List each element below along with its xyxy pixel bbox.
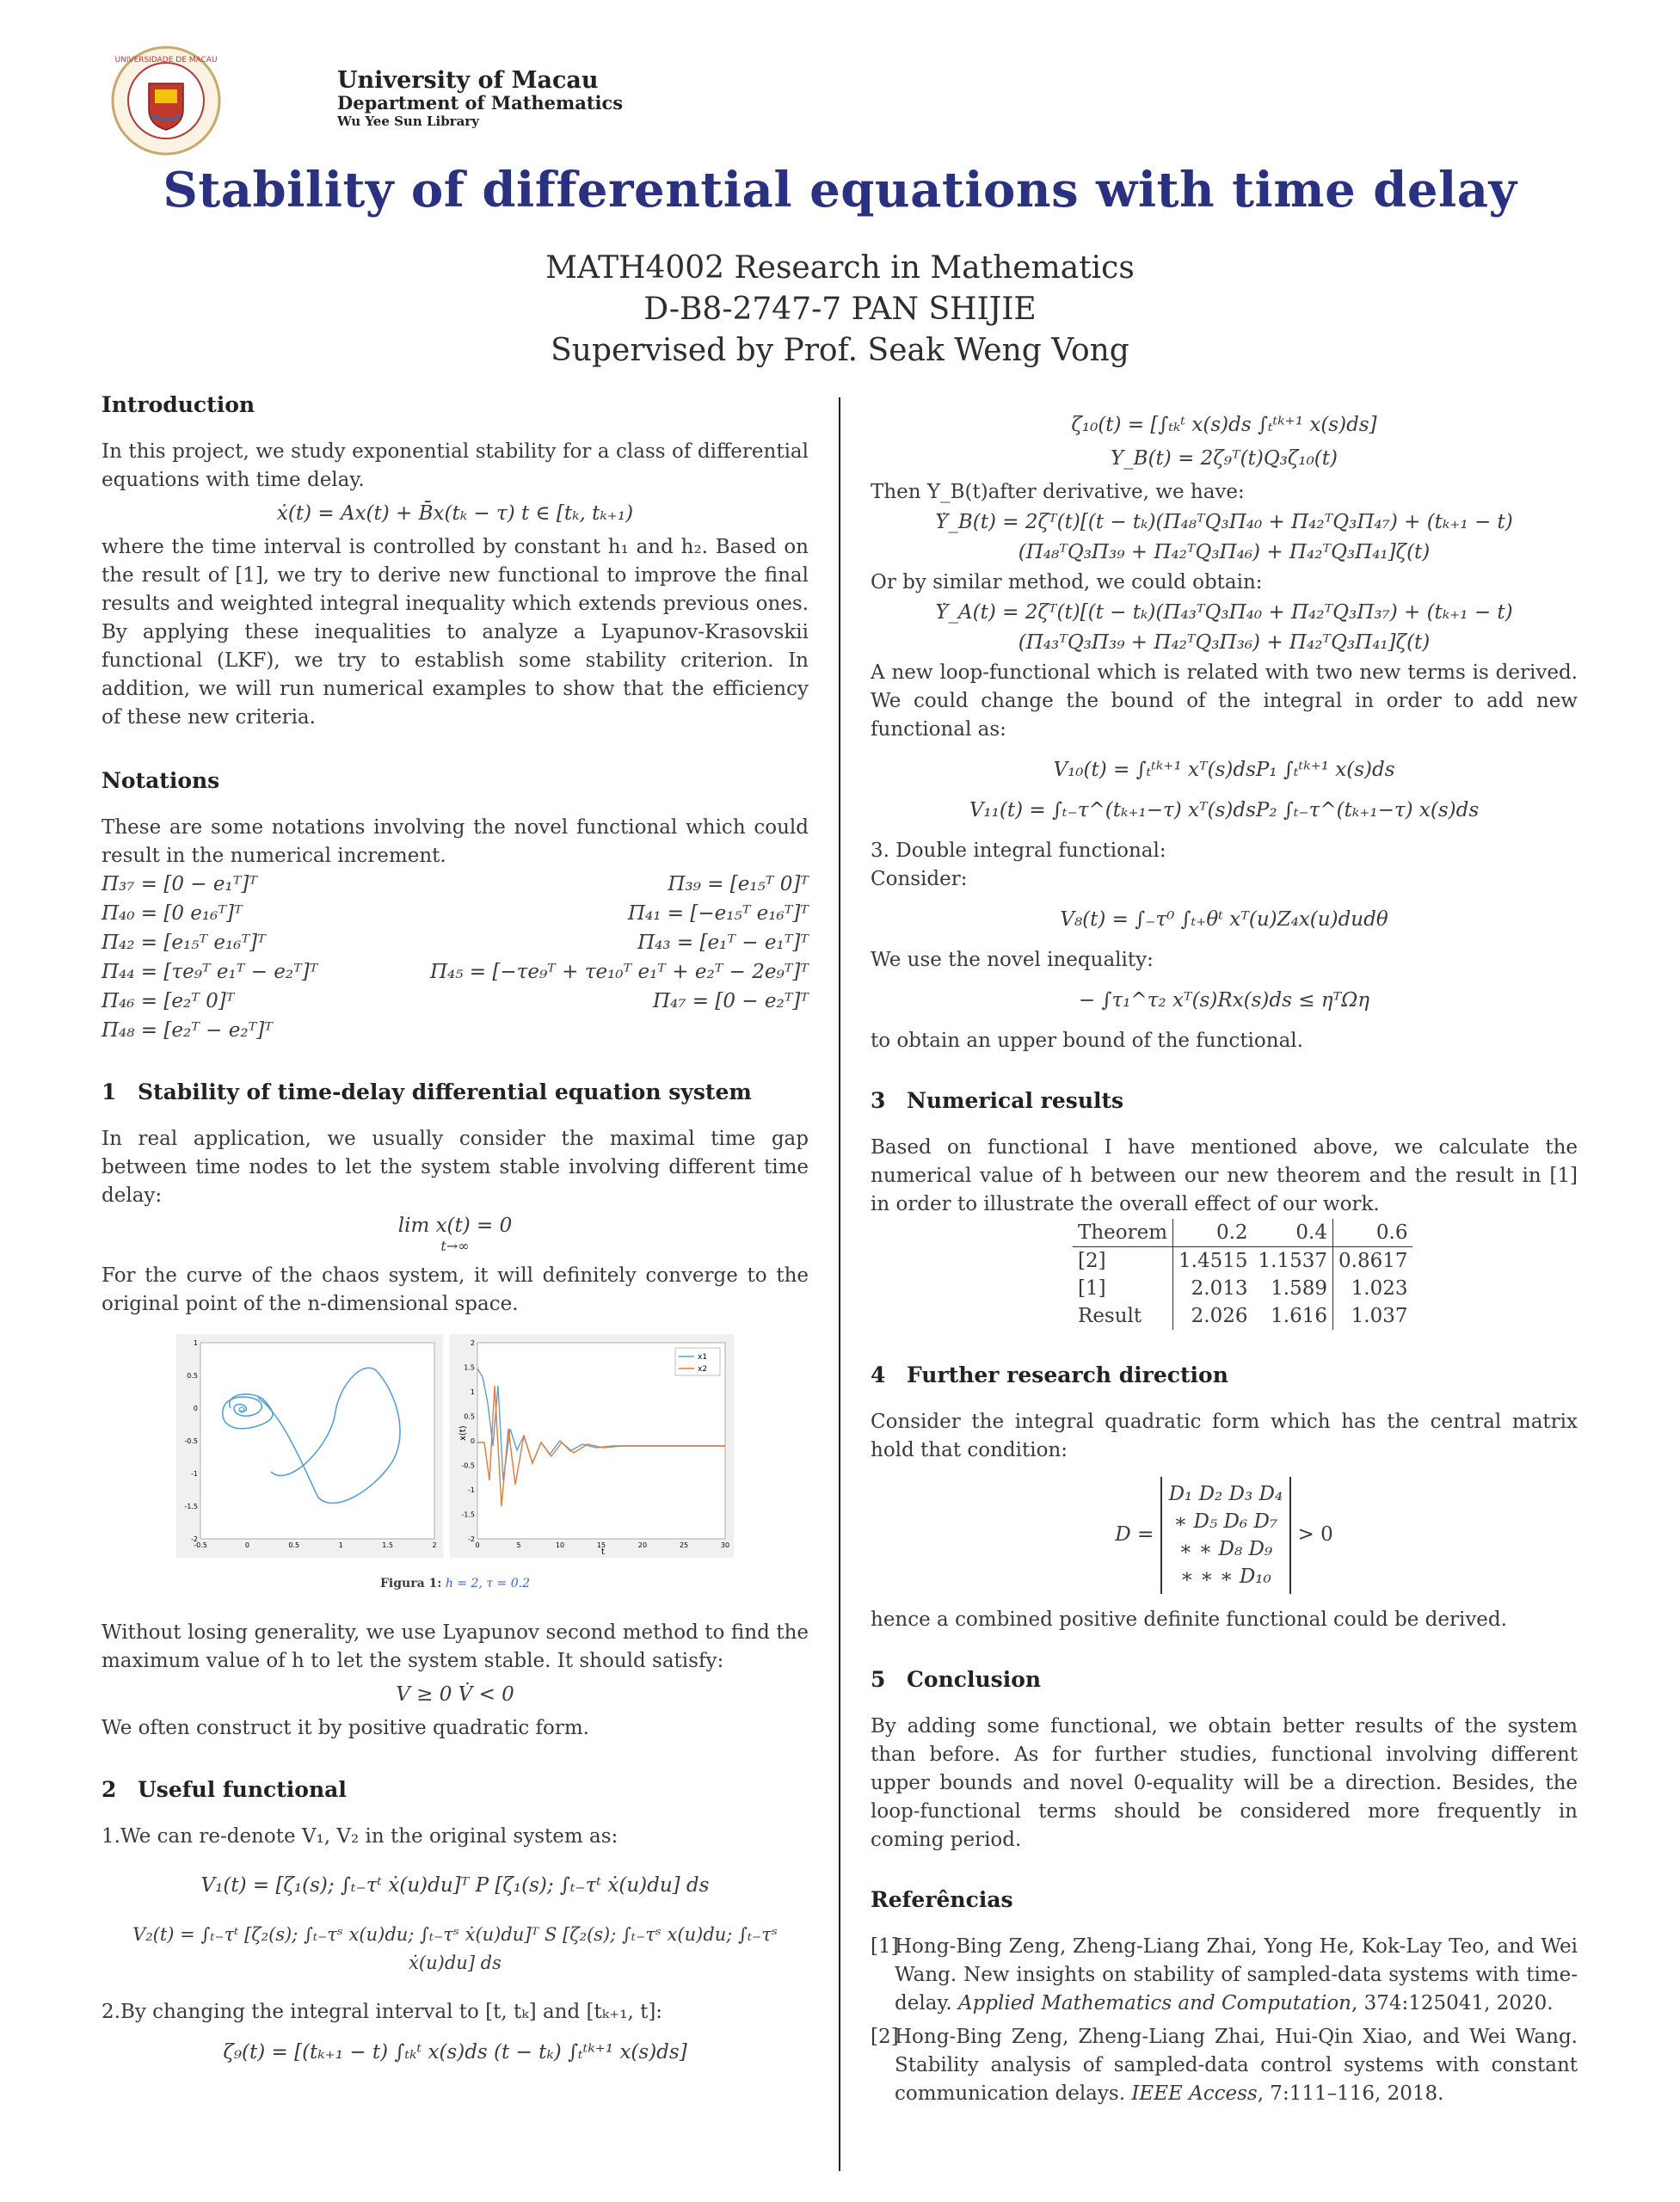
legend — [675, 1348, 720, 1375]
references-heading: Referências — [871, 1887, 1013, 1912]
ts-y-tick-label: 1 — [470, 1388, 475, 1396]
reference-tail: , 7:111–116, 2018. — [1257, 2082, 1444, 2105]
section-1-paragraph-2: For the curve of the chaos system, it will definitely converge to the original point of the n-dimensional space. — [102, 1264, 809, 1315]
reference-authors: Hong-Bing Zeng, Zheng-Liang Zhai, Hui-Qin Xiao, and Wei Wang. Stability analysis of sampled-data control systems with constant communication delays. — [895, 2026, 1578, 2105]
phase-x-tick-label: 1.5 — [382, 1541, 393, 1549]
table-cell: 1.4515 — [1178, 1250, 1248, 1272]
consider-text: Consider: — [871, 868, 968, 890]
ts-x-tick-label: 0 — [475, 1541, 480, 1549]
notation-pi46: Π₄₆ = [e₂ᵀ 0]ᵀ — [102, 990, 235, 1012]
table-cell: Result — [1073, 1302, 1173, 1330]
phase-plot — [176, 1334, 443, 1558]
university-seal-logo — [110, 45, 222, 157]
section-1-paragraph-1: In real application, we usually consider the maximal time gap between time nodes to let the system stable involving different time delay: — [102, 1128, 809, 1207]
limit-equation-subscript: t→∞ — [440, 1238, 470, 1254]
upsilon-a-dot-line-2: (Π₄₃ᵀQ₃Π₃₉ + Π₄₂ᵀQ₃Π₃₆) + Π₄₂ᵀQ₃Π₄₁]ζ(t) — [1018, 631, 1431, 654]
section-2-paragraph-1: 1.We can re-denote V₁, V₂ in the original system as: — [102, 1825, 618, 1848]
zeta10-equation: ζ₁₀(t) = [∫ₜₖᵗ x(s)ds ∫ₜᵗᵏ⁺¹ x(s)ds] — [1071, 414, 1377, 436]
section-5-heading — [871, 1665, 1578, 1694]
references-list — [871, 1933, 1578, 2108]
introduction-paragraph-1: In this project, we study exponential stability for a class of differential equations with time delay. — [102, 440, 809, 491]
table-row — [1073, 1302, 1412, 1330]
section-5-number: 5 — [871, 1667, 886, 1692]
matrix-row-3: ∗ ∗ D₈ D₉ — [1178, 1538, 1273, 1560]
table-cell: 1.616 — [1253, 1302, 1333, 1330]
notations-paragraph: These are some notations involving the novel functional which could result in the numerical increment. — [102, 816, 809, 867]
matrix-row-2: ∗ D₅ D₆ D₇ — [1173, 1510, 1278, 1533]
table-header-col-3: 0.6 — [1333, 1219, 1413, 1247]
notation-pi44: Π₄₄ = [τe₉ᵀ e₁ᵀ − e₂ᵀ]ᵀ — [102, 961, 318, 983]
ts-x-tick-label: 30 — [720, 1541, 730, 1549]
section-4-paragraph-1: Consider the integral quadratic form which has the central matrix hold that condition: — [871, 1411, 1578, 1461]
v8-equation: V₈(t) = ∫₋τ⁰ ∫ₜ₊θᵗ xᵀ(u)Z₄x(u)dudθ — [1060, 908, 1388, 931]
phase-y-tick-label: -0.5 — [184, 1437, 198, 1445]
section-3-paragraph: Based on functional I have mentioned above, we calculate the numerical value of h between our new theorem and the result in [1] in order to illustrate the overall effect of our work. — [871, 1136, 1578, 1215]
notations-heading: Notations — [102, 768, 220, 793]
upsilon-b-dot-line-2: (Π₄₈ᵀQ₃Π₃₉ + Π₄₂ᵀQ₃Π₄₆) + Π₄₂ᵀQ₃Π₄₁]ζ(t) — [1018, 541, 1431, 563]
notations-list — [102, 870, 809, 1047]
column-divider — [839, 397, 840, 2171]
reference-item — [871, 1933, 1578, 2018]
section-1-heading — [102, 1078, 809, 1106]
poster-header — [0, 0, 1680, 387]
limit-equation-main: lim x(t) = 0 — [397, 1215, 513, 1237]
figure-1 — [102, 1334, 809, 1558]
table-row — [1073, 1247, 1412, 1276]
table-cell: 1.037 — [1351, 1305, 1408, 1327]
section-2-paragraph-2: 2.By changing the integral interval to [t, tₖ] and [tₖ₊₁, t]: — [102, 2001, 663, 2023]
table-cell: [2] — [1073, 1247, 1173, 1276]
time-series-plot — [450, 1334, 734, 1558]
left-column — [102, 378, 809, 2072]
table-cell: [1] — [1073, 1275, 1173, 1302]
introduction-equation: ẋ(t) = Ax(t) + B̄x(tₖ − τ) t ∈ [tₖ, tₖ₊₁) — [276, 502, 634, 525]
phase-y-tick-label: -1 — [191, 1470, 198, 1478]
notation-pi43: Π₄₃ = [e₁ᵀ − e₁ᵀ]ᵀ — [637, 932, 809, 954]
v2-equation: V₂(t) = ∫ₜ₋τᵗ [ζ₂(s); ∫ₜ₋τˢ x(u)du; ∫ₜ₋τˢ ẋ(u)du]ᵀ S [ζ₂(s); ∫ₜ₋τˢ x(u)du; ∫ₜ₋τˢ ẋ(u)du] ds — [132, 1924, 778, 1973]
student-line: D-B8-2747-7 PAN SHIJIE — [643, 292, 1037, 327]
v10-equation: V₁₀(t) = ∫ₜᵗᵏ⁺¹ xᵀ(s)dsP₁ ∫ₜᵗᵏ⁺¹ x(s)ds — [1053, 759, 1395, 781]
introduction-heading: Introduction — [102, 392, 255, 417]
section-4-heading — [871, 1361, 1578, 1389]
phase-x-tick-label: 2 — [432, 1541, 437, 1549]
time-series-xlabel: t — [601, 1547, 605, 1557]
section-3-heading — [871, 1086, 1578, 1115]
zeta9-equation: ζ₉(t) = [(tₖ₊₁ − t) ∫ₜₖᵗ x(s)ds (t − tₖ) ∫ₜᵗᵏ⁺¹ x(s)ds] — [223, 2041, 687, 2064]
table-cell: 1.1537 — [1253, 1247, 1333, 1276]
supervisor-line: Supervised by Prof. Seak Weng Vong — [551, 333, 1129, 368]
ts-x-tick-label: 15 — [596, 1541, 606, 1549]
figure-caption — [102, 1570, 809, 1598]
figure-caption-text: h = 2, τ = 0.2 — [445, 1577, 531, 1590]
ts-y-tick-label: 0 — [470, 1437, 475, 1445]
section-5-title: Conclusion — [907, 1667, 1042, 1692]
matrix-lhs: D = — [1115, 1523, 1154, 1546]
novel-inequality: − ∫τ₁^τ₂ xᵀ(s)Rx(s)ds ≤ ηᵀΩη — [1078, 989, 1370, 1012]
ts-y-tick-label: 2 — [470, 1339, 475, 1347]
subtitle-block — [0, 248, 1680, 372]
similar-method-text: Or by similar method, we could obtain: — [871, 571, 1263, 594]
svg-text:UNIVERSIDADE DE MACAU: UNIVERSIDADE DE MACAU — [114, 56, 218, 65]
reference-journal: Applied Mathematics and Computation — [957, 1992, 1351, 2014]
matrix-d — [1160, 1477, 1292, 1594]
v1-equation: V₁(t) = [ζ₁(s); ∫ₜ₋τᵗ ẋ(u)du]ᵀ P [ζ₁(s); ∫ₜ₋τᵗ ẋ(u)du] ds — [200, 1874, 710, 1897]
figure-caption-label: Figura 1: — [379, 1577, 442, 1590]
upsilon-b-equation: Υ_B(t) = 2ζ₉ᵀ(t)Q₃ζ₁₀(t) — [1110, 447, 1338, 470]
poster-title: Stability of differential equations with time delay — [163, 162, 1517, 218]
matrix-rhs: > 0 — [1297, 1523, 1333, 1546]
section-3-number: 3 — [871, 1088, 886, 1113]
matrix-row-1: D₁ D₂ D₃ D₄ — [1168, 1483, 1283, 1505]
section-2-heading — [102, 1775, 809, 1804]
upsilon-b-dot-line-1: Υ̇_B(t) = 2ζᵀ(t)[(t − tₖ)(Π₄₈ᵀQ₃Π₄₀ + Π₄₂ᵀQ₃Π₄₇) + (tₖ₊₁ − t) — [935, 511, 1513, 533]
v11-equation: V₁₁(t) = ∫ₜ₋τ^(tₖ₊₁−τ) xᵀ(s)dsP₂ ∫ₜ₋τ^(tₖ₊₁−τ) x(s)ds — [969, 799, 1480, 821]
section-1-paragraph-3: Without losing generality, we use Lyapunov second method to find the maximum value of h to let the system stable. It should satisfy: — [102, 1621, 809, 1672]
table-header-theorem: Theorem — [1073, 1219, 1173, 1247]
ts-y-tick-label: -1.5 — [461, 1510, 475, 1519]
notation-pi37: Π₃₇ = [0 − e₁ᵀ]ᵀ — [102, 873, 258, 895]
results-table — [1073, 1219, 1412, 1330]
phase-x-tick-label: -0.5 — [194, 1541, 207, 1549]
section-1-title: Stability of time-delay differential equation system — [138, 1079, 752, 1104]
department-name: Department of Mathematics — [337, 92, 624, 114]
notation-pi48: Π₄₈ = [e₂ᵀ − e₂ᵀ]ᵀ — [102, 1019, 273, 1042]
loop-functional-paragraph: A new loop-functional which is related with two new terms is derived. We could change the bound of the integral in order to add new functional as: — [871, 661, 1578, 741]
lyapunov-condition: V ≥ 0 V̇ < 0 — [396, 1683, 514, 1706]
ts-x-tick-label: 20 — [637, 1541, 648, 1549]
section-4-title: Further research direction — [907, 1362, 1228, 1387]
double-integral-heading: 3. Double integral functional: — [871, 840, 1166, 862]
notation-pi39: Π₃₉ = [e₁₅ᵀ 0]ᵀ — [668, 873, 809, 895]
ts-x-tick-label: 10 — [555, 1541, 565, 1549]
ts-y-tick-label: -1 — [468, 1486, 475, 1494]
notation-pi41: Π₄₁ = [−e₁₅ᵀ e₁₆ᵀ]ᵀ — [628, 902, 809, 925]
ts-y-tick-label: -2 — [468, 1535, 475, 1543]
ts-x-tick-label: 5 — [516, 1541, 521, 1549]
notation-pi42: Π₄₂ = [e₁₅ᵀ e₁₆ᵀ]ᵀ — [102, 932, 266, 954]
section-4-paragraph-2: hence a combined positive definite functional could be derived. — [871, 1608, 1507, 1631]
phase-y-tick-label: 0 — [193, 1405, 198, 1412]
notation-pi45: Π₄₅ = [−τe₉ᵀ + τe₁₀ᵀ e₁ᵀ + e₂ᵀ − 2e₉ᵀ]ᵀ — [429, 961, 809, 983]
table-cell: 1.023 — [1351, 1277, 1408, 1300]
course-line: MATH4002 Research in Mathematics — [545, 250, 1135, 286]
phase-x-tick-label: 0 — [244, 1541, 249, 1549]
phase-x-tick-label: 1 — [338, 1541, 343, 1549]
reference-number: [2] — [871, 2026, 899, 2048]
reference-authors: Hong-Bing Zeng, Zheng-Liang Zhai, Yong He, Kok-Lay Teo, and Wei Wang. New insights on stability of sampled-data systems with time-delay. — [895, 1935, 1578, 2014]
table-header-row — [1073, 1219, 1412, 1247]
ts-y-tick-label: -0.5 — [461, 1461, 475, 1470]
section-5-paragraph: By adding some functional, we obtain better results of the system than before. As for further studies, functional involving different upper bounds and novel 0-equality will be a direction. Besides, the loop-functional terms should be considered more frequently in coming period. — [871, 1715, 1578, 1851]
matrix-d-condition — [871, 1477, 1578, 1594]
section-2-number: 2 — [102, 1777, 117, 1802]
section-4-number: 4 — [871, 1362, 886, 1387]
reference-journal: IEEE Access — [1131, 2082, 1258, 2105]
section-3-title: Numerical results — [907, 1088, 1124, 1113]
upsilon-a-dot-line-1: Υ̇_A(t) = 2ζᵀ(t)[(t − tₖ)(Π₄₃ᵀQ₃Π₄₀ + Π₄₂ᵀQ₃Π₃₇) + (tₖ₊₁ − t) — [935, 601, 1513, 624]
right-column — [871, 378, 1578, 2108]
phase-y-tick-label: -1.5 — [184, 1503, 198, 1510]
novel-inequality-text: We use the novel inequality: — [871, 949, 1154, 971]
section-1-number: 1 — [102, 1079, 117, 1104]
table-cell: 2.026 — [1191, 1305, 1248, 1327]
phase-y-tick-label: 0.5 — [187, 1372, 198, 1380]
table-cell: 1.589 — [1253, 1275, 1333, 1302]
table-header-col-1: 0.2 — [1173, 1219, 1253, 1247]
notation-pi47: Π₄₇ = [0 − e₂ᵀ]ᵀ — [652, 990, 809, 1012]
institution-name: University of Macau — [337, 67, 599, 94]
ts-y-tick-label: 0.5 — [464, 1412, 475, 1421]
matrix-row-4: ∗ ∗ ∗ D₁₀ — [1180, 1565, 1271, 1588]
phase-y-tick-label: -2 — [191, 1535, 198, 1543]
derivative-intro: Then Υ_B(t)after derivative, we have: — [871, 481, 1245, 503]
phase-x-tick-label: 0.5 — [288, 1541, 300, 1549]
table-cell: 0.8617 — [1338, 1250, 1408, 1272]
section-2-title: Useful functional — [138, 1777, 347, 1802]
reference-tail: , 374:125041, 2020. — [1351, 1992, 1554, 2014]
library-name: Wu Yee Sun Library — [337, 114, 479, 129]
phase-y-tick-label: 1 — [193, 1339, 198, 1347]
reference-item — [871, 2023, 1578, 2108]
reference-number: [1] — [871, 1935, 899, 1958]
notation-pi40: Π₄₀ = [0 e₁₆ᵀ]ᵀ — [102, 902, 243, 925]
section-1-paragraph-4: We often construct it by positive quadratic form. — [102, 1717, 589, 1739]
upper-bound-text: to obtain an upper bound of the functional. — [871, 1030, 1303, 1052]
table-row — [1073, 1275, 1412, 1302]
table-header-col-2: 0.4 — [1253, 1219, 1333, 1247]
limit-equation — [102, 1215, 809, 1257]
introduction-paragraph-2: where the time interval is controlled by constant h₁ and h₂. Based on the result of [1], we try to derive new functional to improve the final results and weighted integral inequality which extends previous ones. By applying these inequalities to analyze a Lyapunov-Krasovskii functional (LKF), we try to establish some stability criterion. In addition, we will run numerical examples to show that the efficiency of these new criteria. — [102, 536, 809, 729]
time-series-ylabel: x(t) — [458, 1425, 468, 1441]
legend-x1: x1 — [698, 1353, 708, 1362]
legend-x2: x2 — [698, 1365, 708, 1374]
ts-x-tick-label: 25 — [679, 1541, 689, 1549]
ts-y-tick-label: 1.5 — [464, 1363, 475, 1372]
table-cell: 2.013 — [1191, 1277, 1248, 1300]
institution-block — [337, 69, 623, 129]
